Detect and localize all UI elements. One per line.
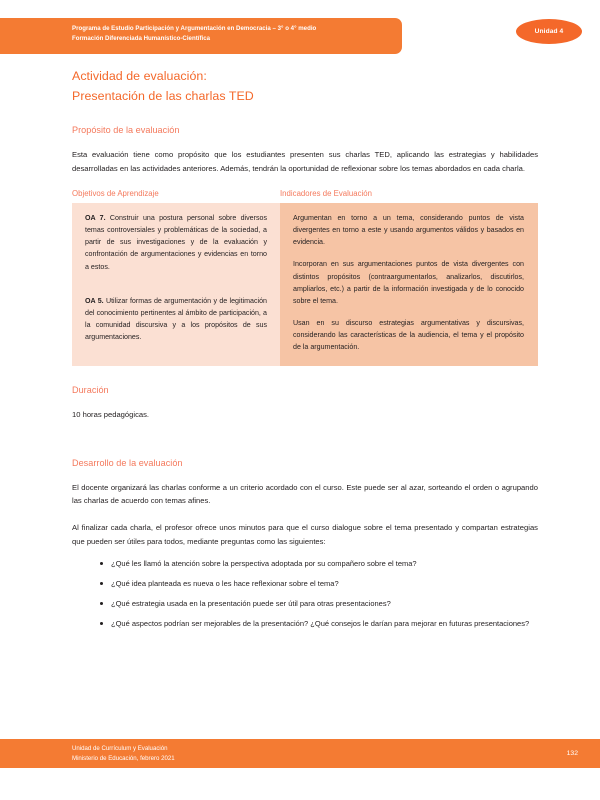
page-title (72, 66, 538, 106)
indicator-item: Incorporan en sus argumentaciones puntos de vista divergentes con distintos propósitos (contraargumentarlos, analizarlos, discutirlos, ampliarlos, etc.) a partir de la información investigada y de lo conocido sobre el tema. (293, 260, 524, 305)
footer-line2: Ministerio de Educación, febrero 2021 (72, 754, 175, 762)
table-body (72, 203, 538, 366)
section-heading-development: Desarrollo de la evaluación (72, 457, 183, 468)
objective-text: Utilizar formas de argumentación y de legitimación del conocimiento pertinentes al ámbito de participación, a la comunidad discursiva y a los propósitos de sus argumentaciones. (85, 296, 267, 341)
objective-item (85, 295, 267, 343)
objective-code: OA 5. (85, 296, 104, 305)
header-program-line: Programa de Estudio Participación y Argumentación en Democracia – 3° o 4° medio (72, 25, 317, 32)
development-paragraph-1: El docente organizará las charlas conforme a un criterio acordado con el curso. Este puede ser al azar, sorteando el orden o agrupando las charlas de acuerdo con temas afines. (72, 482, 538, 506)
indicator-item: Usan en su discurso estrategias argumentativas y discursivas, considerando las características de la audiencia, el tema y el propósito de la argumentación. (293, 318, 524, 352)
list-item: ¿Qué idea planteada es nueva o les hace reflexionar sobre el tema? (100, 577, 538, 590)
objectives-indicators-table (72, 189, 538, 366)
list-item: ¿Qué estrategia usada en la presentación puede ser útil para otras presentaciones? (100, 597, 538, 610)
table-header-objectives: Objetivos de Aprendizaje (72, 189, 159, 199)
discussion-questions-list (72, 557, 538, 630)
table-column-objectives (72, 203, 280, 366)
purpose-paragraph: Esta evaluación tiene como propósito que los estudiantes presenten sus charlas TED, aplicando las estrategias y habilidades desarrolladas en las actividades anteriores. Además, tendrán la oportunidad de reflexionar sobre los temas abordados en cada charla. (72, 150, 538, 173)
document-footer-band (0, 739, 600, 768)
duration-text: 10 horas pedagógicas. (72, 410, 150, 420)
section-heading-purpose: Propósito de la evaluación (72, 125, 180, 135)
unit-badge: Unidad 4 (516, 19, 582, 44)
development-paragraph-2: Al finalizar cada charla, el profesor ofrece unos minutos para que el curso dialogue sobre el tema presentado y compartan estrategias que pueden ser útiles para todos, mediante preguntas como las siguientes: (72, 522, 538, 546)
page-title-line2: Presentación de las charlas TED (72, 89, 254, 103)
table-column-indicators (280, 203, 538, 366)
indicator-item: Argumentan en torno a un tema, considerando puntos de vista divergentes en torno a este y usando argumentos válidos y basados en evidencia. (293, 214, 524, 247)
objective-code: OA 7. (85, 214, 106, 223)
header-formation-line: Formación Diferenciada Humanístico-Científica (72, 34, 211, 42)
page-number: 132 (566, 750, 578, 757)
table-header-row (72, 189, 538, 198)
objective-text: Construir una postura personal sobre diversos temas controversiales y problemáticas de la sociedad, a partir de sus investigaciones y de la evaluación y confrontación de argumentaciones y evidencias en torno a estos. (85, 214, 267, 271)
page-title-line1: Actividad de evaluación: (72, 69, 207, 83)
section-heading-duration: Duración (72, 385, 109, 396)
table-header-indicators: Indicadores de Evaluación (280, 189, 372, 199)
footer-text (72, 744, 175, 763)
objective-item (85, 212, 267, 272)
footer-line1: Unidad de Currículum y Evaluación (72, 745, 168, 752)
list-item: ¿Qué les llamó la atención sobre la perspectiva adoptada por su compañero sobre el tema? (100, 557, 538, 570)
list-item: ¿Qué aspectos podrían ser mejorables de la presentación? ¿Qué consejos le darían para mejorar en futuras presentaciones? (100, 617, 538, 630)
